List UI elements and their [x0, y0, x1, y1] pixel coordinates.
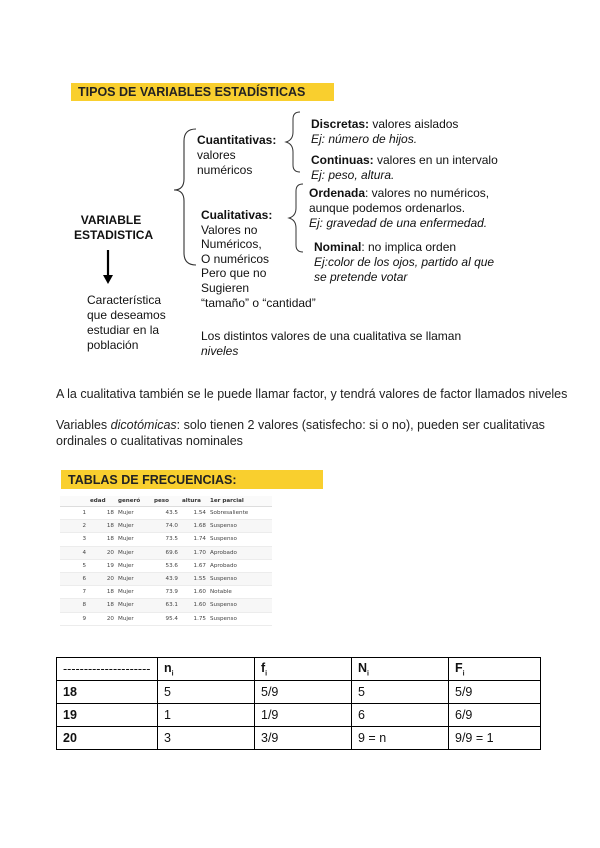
data-table [60, 496, 272, 626]
paragraph-factor: A la cualitativa también se le puede llamar factor, y tendrá valores de factor llamados niveles [56, 387, 568, 401]
section-title-tablas: TABLAS DE FRECUENCIAS: [61, 470, 323, 489]
section-title-tipos: TIPOS DE VARIABLES ESTADÍSTICAS [71, 83, 334, 101]
table-row: 7 18 Mujer 73.9 1.60 Notable [60, 586, 272, 599]
paragraph-dicotomicas: Variables dicotómicas: solo tienen 2 valores (satisfecho: si o no), pueden ser cualitativas ordinales o cualitativas nominales [56, 418, 545, 448]
continuas-block: Continuas: valores en un intervalo Ej: peso, altura. [311, 153, 498, 182]
table-row: 4 20 Mujer 69.6 1.70 Aprobado [60, 546, 272, 559]
freq-header-Fi: $F_i$ [449, 658, 541, 681]
table-row: 20 3 3/9 9 = n 9/9 = 1 [57, 727, 541, 750]
niveles-note: Los distintos valores de una cualitativa se llaman niveles [201, 329, 462, 358]
freq-header-Ni: $N_i$ [352, 658, 449, 681]
data-table-header: edad generó peso altura 1er parcial [60, 496, 272, 507]
cualitativas-block: Cualitativas: Valores no Numéricos, O numéricos Pero que no Sugieren “tamaño” o “cantidad” [201, 208, 316, 310]
cualitativas-brace [287, 182, 307, 254]
freq-header-dashes: --------------------- [57, 658, 158, 681]
ordenada-block: Ordenada: valores no numéricos, aunque podemos ordenarlos. Ej: gravedad de una enfermedad. [309, 186, 490, 230]
freq-header-row [57, 658, 541, 681]
table-row: 3 18 Mujer 73.5 1.74 Suspenso [60, 533, 272, 546]
freq-header-fi: $f_i$ [255, 658, 352, 681]
table-row: 6 20 Mujer 43.9 1.55 Suspenso [60, 572, 272, 585]
definition-text: Característica que deseamos estudiar en la población [87, 293, 166, 352]
table-row: 5 19 Mujer 53.6 1.67 Aprobado [60, 559, 272, 572]
table-row: 18 5 5/9 5 5/9 [57, 681, 541, 704]
down-arrow-icon [101, 250, 115, 286]
freq-header-ni: $n_i$ [158, 658, 255, 681]
variable-label: VARIABLE ESTADISTICA [74, 213, 154, 242]
table-row: 2 18 Mujer 74.0 1.68 Suspenso [60, 520, 272, 533]
table-row: 8 18 Mujer 63.1 1.60 Suspenso [60, 599, 272, 612]
main-brace [170, 127, 200, 267]
cuantitativas-brace [284, 110, 304, 174]
frequency-table [56, 657, 541, 750]
discretas-block: Discretas: valores aislados Ej: número de hijos. [311, 117, 459, 146]
cuantitativas-block: Cuantitativas: valores numéricos [197, 133, 277, 177]
table-row: 1 18 Mujer 43.5 1.54 Sobresaliente [60, 507, 272, 520]
nominal-block: Nominal: no implica orden Ej:color de los ojos, partido al que se pretende votar [314, 240, 495, 284]
table-row: 9 20 Mujer 95.4 1.75 Suspenso [60, 612, 272, 625]
table-row: 19 1 1/9 6 6/9 [57, 704, 541, 727]
